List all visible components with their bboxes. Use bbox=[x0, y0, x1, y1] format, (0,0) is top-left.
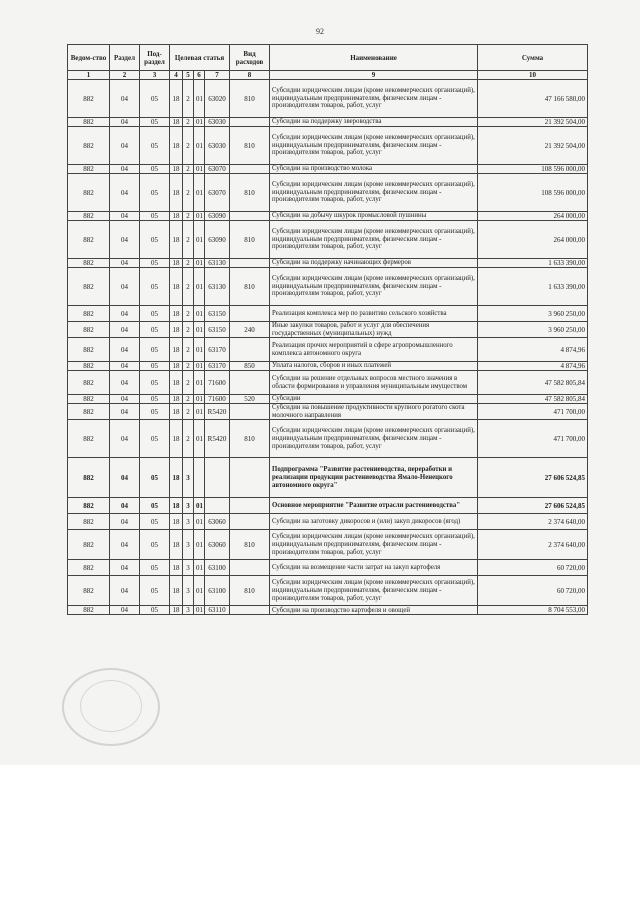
measure-code-cell: 01 bbox=[194, 576, 205, 606]
vedomstvo-cell: 882 bbox=[68, 338, 110, 362]
program-code-cell: 18 bbox=[170, 362, 183, 371]
direction-code-cell: 63090 bbox=[205, 212, 230, 221]
podrazdel-cell: 05 bbox=[140, 395, 170, 404]
measure-code-cell: 01 bbox=[194, 306, 205, 322]
vedomstvo-cell: 882 bbox=[68, 259, 110, 268]
index-cell: 2 bbox=[110, 71, 140, 80]
subprogram-code-cell: 3 bbox=[183, 458, 194, 498]
program-code-cell: 18 bbox=[170, 165, 183, 174]
razdel-cell: 04 bbox=[110, 212, 140, 221]
expense-type-cell: 810 bbox=[230, 80, 270, 118]
subprogram-code-cell: 2 bbox=[183, 212, 194, 221]
table-row bbox=[68, 165, 588, 174]
table-row bbox=[68, 174, 588, 212]
razdel-cell: 04 bbox=[110, 221, 140, 259]
direction-code-cell: 63060 bbox=[205, 514, 230, 530]
vedomstvo-cell: 882 bbox=[68, 576, 110, 606]
measure-code-cell: 01 bbox=[194, 322, 205, 338]
measure-code-cell: 01 bbox=[194, 420, 205, 458]
name-cell: Субсидии юридическим лицам (кроме некоммерческих организаций), индивидуальным предпринимателям, физическим лицам - производителям товаров, работ, услуг bbox=[270, 174, 478, 212]
podrazdel-cell: 05 bbox=[140, 127, 170, 165]
vedomstvo-cell: 882 bbox=[68, 530, 110, 560]
program-code-cell: 18 bbox=[170, 259, 183, 268]
index-cell: 5 bbox=[183, 71, 194, 80]
podrazdel-cell: 05 bbox=[140, 420, 170, 458]
header-vedomstvo: Ведом-ство bbox=[68, 45, 110, 71]
name-cell: Субсидии на повышение продуктивности крупного рогатого скота молочного направления bbox=[270, 404, 478, 420]
index-cell: 3 bbox=[140, 71, 170, 80]
expense-type-cell bbox=[230, 259, 270, 268]
razdel-cell: 04 bbox=[110, 165, 140, 174]
podrazdel-cell: 05 bbox=[140, 498, 170, 514]
direction-code-cell: 63030 bbox=[205, 118, 230, 127]
subprogram-code-cell: 2 bbox=[183, 338, 194, 362]
name-cell: Иные закупки товаров, работ и услуг для обеспечения государственных (муниципальных) нужд bbox=[270, 322, 478, 338]
razdel-cell: 04 bbox=[110, 514, 140, 530]
name-cell: Субсидии юридическим лицам (кроме некоммерческих организаций), индивидуальным предпринимателям, физическим лицам - производителям товаров, работ, услуг bbox=[270, 420, 478, 458]
name-cell: Уплата налогов, сборов и иных платежей bbox=[270, 362, 478, 371]
expense-type-cell bbox=[230, 498, 270, 514]
razdel-cell: 04 bbox=[110, 560, 140, 576]
podrazdel-cell: 05 bbox=[140, 560, 170, 576]
vedomstvo-cell: 882 bbox=[68, 221, 110, 259]
podrazdel-cell: 05 bbox=[140, 259, 170, 268]
program-code-cell: 18 bbox=[170, 268, 183, 306]
direction-code-cell: 63070 bbox=[205, 174, 230, 212]
razdel-cell: 04 bbox=[110, 498, 140, 514]
table-row bbox=[68, 362, 588, 371]
direction-code-cell: 71600 bbox=[205, 395, 230, 404]
program-code-cell: 18 bbox=[170, 606, 183, 615]
sum-cell: 2 374 640,00 bbox=[478, 530, 588, 560]
vedomstvo-cell: 882 bbox=[68, 174, 110, 212]
razdel-cell: 04 bbox=[110, 338, 140, 362]
razdel-cell: 04 bbox=[110, 80, 140, 118]
vedomstvo-cell: 882 bbox=[68, 560, 110, 576]
razdel-cell: 04 bbox=[110, 174, 140, 212]
program-code-cell: 18 bbox=[170, 338, 183, 362]
vedomstvo-cell: 882 bbox=[68, 80, 110, 118]
program-code-cell: 18 bbox=[170, 458, 183, 498]
expense-type-cell bbox=[230, 165, 270, 174]
measure-code-cell: 01 bbox=[194, 118, 205, 127]
expense-type-cell: 810 bbox=[230, 576, 270, 606]
name-cell: Субсидии юридическим лицам (кроме некоммерческих организаций), индивидуальным предпринимателям, физическим лицам - производителям товаров, работ, услуг bbox=[270, 127, 478, 165]
razdel-cell: 04 bbox=[110, 118, 140, 127]
direction-code-cell: 63030 bbox=[205, 127, 230, 165]
table-row bbox=[68, 371, 588, 395]
sum-cell: 47 582 805,84 bbox=[478, 395, 588, 404]
direction-code-cell: 63060 bbox=[205, 530, 230, 560]
name-cell: Субсидии юридическим лицам (кроме некоммерческих организаций), индивидуальным предпринимателям, физическим лицам - производителям товаров, работ, услуг bbox=[270, 80, 478, 118]
razdel-cell: 04 bbox=[110, 530, 140, 560]
table-row bbox=[68, 395, 588, 404]
subprogram-code-cell: 2 bbox=[183, 174, 194, 212]
measure-code-cell: 01 bbox=[194, 259, 205, 268]
measure-code-cell: 01 bbox=[194, 268, 205, 306]
vedomstvo-cell: 882 bbox=[68, 458, 110, 498]
podrazdel-cell: 05 bbox=[140, 165, 170, 174]
expense-type-cell bbox=[230, 306, 270, 322]
direction-code-cell: 63100 bbox=[205, 576, 230, 606]
index-cell: 6 bbox=[194, 71, 205, 80]
podrazdel-cell: 05 bbox=[140, 306, 170, 322]
header-podrazdel: Под-раздел bbox=[140, 45, 170, 71]
measure-code-cell: 01 bbox=[194, 606, 205, 615]
table-row bbox=[68, 259, 588, 268]
expense-type-cell bbox=[230, 338, 270, 362]
razdel-cell: 04 bbox=[110, 395, 140, 404]
sum-cell: 21 392 504,00 bbox=[478, 118, 588, 127]
podrazdel-cell: 05 bbox=[140, 530, 170, 560]
subprogram-code-cell: 3 bbox=[183, 576, 194, 606]
subprogram-code-cell: 2 bbox=[183, 80, 194, 118]
program-code-cell: 18 bbox=[170, 118, 183, 127]
subprogram-code-cell: 2 bbox=[183, 118, 194, 127]
measure-code-cell: 01 bbox=[194, 174, 205, 212]
table-row bbox=[68, 80, 588, 118]
direction-code-cell: 63130 bbox=[205, 259, 230, 268]
expense-type-cell: 240 bbox=[230, 322, 270, 338]
sum-cell: 3 960 250,00 bbox=[478, 306, 588, 322]
index-cell: 1 bbox=[68, 71, 110, 80]
program-code-cell: 18 bbox=[170, 371, 183, 395]
sum-cell: 471 700,00 bbox=[478, 420, 588, 458]
subprogram-code-cell: 2 bbox=[183, 322, 194, 338]
name-cell: Субсидии на производство молока bbox=[270, 165, 478, 174]
page-number: 92 bbox=[316, 27, 324, 36]
vedomstvo-cell: 882 bbox=[68, 268, 110, 306]
podrazdel-cell: 05 bbox=[140, 338, 170, 362]
podrazdel-cell: 05 bbox=[140, 404, 170, 420]
name-cell: Субсидии на производство картофеля и овощей bbox=[270, 606, 478, 615]
razdel-cell: 04 bbox=[110, 458, 140, 498]
index-row bbox=[68, 71, 588, 80]
measure-code-cell bbox=[194, 458, 205, 498]
sum-cell: 4 874,96 bbox=[478, 362, 588, 371]
vedomstvo-cell: 882 bbox=[68, 514, 110, 530]
table-row bbox=[68, 338, 588, 362]
expense-type-cell bbox=[230, 514, 270, 530]
sum-cell: 60 720,00 bbox=[478, 560, 588, 576]
subprogram-code-cell: 2 bbox=[183, 371, 194, 395]
sum-cell: 471 700,00 bbox=[478, 404, 588, 420]
measure-code-cell: 01 bbox=[194, 404, 205, 420]
expense-type-cell: 810 bbox=[230, 530, 270, 560]
direction-code-cell: 63100 bbox=[205, 560, 230, 576]
subprogram-code-cell: 2 bbox=[183, 127, 194, 165]
program-code-cell: 18 bbox=[170, 530, 183, 560]
razdel-cell: 04 bbox=[110, 606, 140, 615]
name-cell: Субсидии юридическим лицам (кроме некоммерческих организаций), индивидуальным предпринимателям, физическим лицам - производителям товаров, работ, услуг bbox=[270, 576, 478, 606]
vedomstvo-cell: 882 bbox=[68, 404, 110, 420]
program-code-cell: 18 bbox=[170, 560, 183, 576]
sum-cell: 264 000,00 bbox=[478, 212, 588, 221]
program-code-cell: 18 bbox=[170, 498, 183, 514]
direction-code-cell: 63110 bbox=[205, 606, 230, 615]
subprogram-code-cell: 3 bbox=[183, 560, 194, 576]
podrazdel-cell: 05 bbox=[140, 362, 170, 371]
table-row bbox=[68, 458, 588, 498]
program-code-cell: 18 bbox=[170, 127, 183, 165]
name-cell: Субсидии юридическим лицам (кроме некоммерческих организаций), индивидуальным предпринимателям, физическим лицам - производителям товаров, работ, услуг bbox=[270, 530, 478, 560]
vedomstvo-cell: 882 bbox=[68, 498, 110, 514]
expense-type-cell bbox=[230, 118, 270, 127]
name-cell: Субсидии на добычу шкурок промысловой пушнины bbox=[270, 212, 478, 221]
table-row bbox=[68, 514, 588, 530]
vedomstvo-cell: 882 bbox=[68, 165, 110, 174]
sum-cell: 8 704 553,00 bbox=[478, 606, 588, 615]
vedomstvo-cell: 882 bbox=[68, 362, 110, 371]
expense-type-cell: 810 bbox=[230, 174, 270, 212]
direction-code-cell: 63150 bbox=[205, 306, 230, 322]
sum-cell: 27 606 524,85 bbox=[478, 458, 588, 498]
sum-cell: 1 633 390,00 bbox=[478, 259, 588, 268]
expense-type-cell: 850 bbox=[230, 362, 270, 371]
sum-cell: 3 960 250,00 bbox=[478, 322, 588, 338]
measure-code-cell: 01 bbox=[194, 221, 205, 259]
razdel-cell: 04 bbox=[110, 371, 140, 395]
name-cell: Реализация прочих мероприятий в сфере агропромышленного комплекса автономного округа bbox=[270, 338, 478, 362]
name-cell: Субсидии bbox=[270, 395, 478, 404]
subprogram-code-cell: 3 bbox=[183, 514, 194, 530]
direction-code-cell: 63150 bbox=[205, 322, 230, 338]
razdel-cell: 04 bbox=[110, 322, 140, 338]
measure-code-cell: 01 bbox=[194, 127, 205, 165]
program-code-cell: 18 bbox=[170, 404, 183, 420]
program-code-cell: 18 bbox=[170, 212, 183, 221]
table-row bbox=[68, 221, 588, 259]
name-cell: Подпрограмма "Развитие растениеводства, переработки и реализации продукции растениеводства Ямало-Ненецкого автономного округа" bbox=[270, 458, 478, 498]
subprogram-code-cell: 2 bbox=[183, 404, 194, 420]
measure-code-cell: 01 bbox=[194, 514, 205, 530]
table-body bbox=[68, 80, 588, 615]
sum-cell: 108 596 000,00 bbox=[478, 165, 588, 174]
header-celevaya: Целевая статья bbox=[170, 45, 230, 71]
podrazdel-cell: 05 bbox=[140, 221, 170, 259]
subprogram-code-cell: 2 bbox=[183, 362, 194, 371]
razdel-cell: 04 bbox=[110, 420, 140, 458]
sum-cell: 21 392 504,00 bbox=[478, 127, 588, 165]
sum-cell: 27 606 524,85 bbox=[478, 498, 588, 514]
sum-cell: 4 874,96 bbox=[478, 338, 588, 362]
header-name: Наименование bbox=[270, 45, 478, 71]
direction-code-cell: 71600 bbox=[205, 371, 230, 395]
vedomstvo-cell: 882 bbox=[68, 322, 110, 338]
name-cell: Субсидии юридическим лицам (кроме некоммерческих организаций), индивидуальным предпринимателям, физическим лицам - производителям товаров, работ, услуг bbox=[270, 221, 478, 259]
name-cell: Субсидии на решение отдельных вопросов местного значения в области формирования и управления муниципальным имуществом bbox=[270, 371, 478, 395]
measure-code-cell: 01 bbox=[194, 395, 205, 404]
budget-table bbox=[67, 44, 588, 615]
podrazdel-cell: 05 bbox=[140, 174, 170, 212]
table-row bbox=[68, 212, 588, 221]
table-row bbox=[68, 606, 588, 615]
program-code-cell: 18 bbox=[170, 174, 183, 212]
podrazdel-cell: 05 bbox=[140, 212, 170, 221]
expense-type-cell bbox=[230, 371, 270, 395]
header-razdel: Раздел bbox=[110, 45, 140, 71]
direction-code-cell: 63130 bbox=[205, 268, 230, 306]
subprogram-code-cell: 2 bbox=[183, 221, 194, 259]
expense-type-cell: 810 bbox=[230, 127, 270, 165]
vedomstvo-cell: 882 bbox=[68, 420, 110, 458]
index-cell: 8 bbox=[230, 71, 270, 80]
expense-type-cell bbox=[230, 212, 270, 221]
table-row bbox=[68, 530, 588, 560]
expense-type-cell bbox=[230, 404, 270, 420]
subprogram-code-cell: 2 bbox=[183, 420, 194, 458]
name-cell: Основное мероприятие "Развитие отрасли растениеводства" bbox=[270, 498, 478, 514]
sum-cell: 47 166 580,00 bbox=[478, 80, 588, 118]
subprogram-code-cell: 2 bbox=[183, 306, 194, 322]
vedomstvo-cell: 882 bbox=[68, 118, 110, 127]
vedomstvo-cell: 882 bbox=[68, 371, 110, 395]
index-cell: 7 bbox=[205, 71, 230, 80]
table-row bbox=[68, 420, 588, 458]
sum-cell: 264 000,00 bbox=[478, 221, 588, 259]
expense-type-cell bbox=[230, 458, 270, 498]
direction-code-cell: 63170 bbox=[205, 338, 230, 362]
vedomstvo-cell: 882 bbox=[68, 212, 110, 221]
measure-code-cell: 01 bbox=[194, 498, 205, 514]
subprogram-code-cell: 3 bbox=[183, 498, 194, 514]
direction-code-cell: R5420 bbox=[205, 420, 230, 458]
table-row bbox=[68, 576, 588, 606]
vedomstvo-cell: 882 bbox=[68, 395, 110, 404]
program-code-cell: 18 bbox=[170, 514, 183, 530]
razdel-cell: 04 bbox=[110, 268, 140, 306]
table-row bbox=[68, 306, 588, 322]
vedomstvo-cell: 882 bbox=[68, 306, 110, 322]
podrazdel-cell: 05 bbox=[140, 606, 170, 615]
podrazdel-cell: 05 bbox=[140, 80, 170, 118]
podrazdel-cell: 05 bbox=[140, 268, 170, 306]
measure-code-cell: 01 bbox=[194, 212, 205, 221]
razdel-cell: 04 bbox=[110, 576, 140, 606]
name-cell: Субсидии на поддержку начинающих фермеров bbox=[270, 259, 478, 268]
name-cell: Субсидии на возмещение части затрат на закуп картофеля bbox=[270, 560, 478, 576]
table-row bbox=[68, 268, 588, 306]
direction-code-cell bbox=[205, 458, 230, 498]
sum-cell: 47 582 805,84 bbox=[478, 371, 588, 395]
program-code-cell: 18 bbox=[170, 420, 183, 458]
razdel-cell: 04 bbox=[110, 127, 140, 165]
expense-type-cell: 810 bbox=[230, 420, 270, 458]
name-cell: Субсидии на поддержку звероводства bbox=[270, 118, 478, 127]
podrazdel-cell: 05 bbox=[140, 458, 170, 498]
razdel-cell: 04 bbox=[110, 404, 140, 420]
index-cell: 10 bbox=[478, 71, 588, 80]
program-code-cell: 18 bbox=[170, 221, 183, 259]
subprogram-code-cell: 2 bbox=[183, 165, 194, 174]
direction-code-cell: R5420 bbox=[205, 404, 230, 420]
expense-type-cell bbox=[230, 606, 270, 615]
vedomstvo-cell: 882 bbox=[68, 127, 110, 165]
subprogram-code-cell: 2 bbox=[183, 268, 194, 306]
table-row bbox=[68, 498, 588, 514]
program-code-cell: 18 bbox=[170, 322, 183, 338]
name-cell: Реализация комплекса мер по развитию сельского хозяйства bbox=[270, 306, 478, 322]
measure-code-cell: 01 bbox=[194, 165, 205, 174]
table-row bbox=[68, 560, 588, 576]
header-row bbox=[68, 45, 588, 71]
measure-code-cell: 01 bbox=[194, 560, 205, 576]
measure-code-cell: 01 bbox=[194, 371, 205, 395]
name-cell: Субсидии на заготовку дикоросов и (или) закуп дикоросов (ягод) bbox=[270, 514, 478, 530]
sum-cell: 60 720,00 bbox=[478, 576, 588, 606]
podrazdel-cell: 05 bbox=[140, 576, 170, 606]
name-cell: Субсидии юридическим лицам (кроме некоммерческих организаций), индивидуальным предпринимателям, физическим лицам - производителям товаров, работ, услуг bbox=[270, 268, 478, 306]
subprogram-code-cell: 3 bbox=[183, 530, 194, 560]
program-code-cell: 18 bbox=[170, 576, 183, 606]
table-row bbox=[68, 118, 588, 127]
header-vid: Вид расходов bbox=[230, 45, 270, 71]
measure-code-cell: 01 bbox=[194, 338, 205, 362]
program-code-cell: 18 bbox=[170, 80, 183, 118]
stamp-seal-inner bbox=[80, 680, 142, 732]
table-row bbox=[68, 322, 588, 338]
program-code-cell: 18 bbox=[170, 306, 183, 322]
direction-code-cell: 63170 bbox=[205, 362, 230, 371]
header-summa: Сумма bbox=[478, 45, 588, 71]
index-cell: 4 bbox=[170, 71, 183, 80]
subprogram-code-cell: 2 bbox=[183, 259, 194, 268]
razdel-cell: 04 bbox=[110, 306, 140, 322]
sum-cell: 1 633 390,00 bbox=[478, 268, 588, 306]
measure-code-cell: 01 bbox=[194, 362, 205, 371]
vedomstvo-cell: 882 bbox=[68, 606, 110, 615]
expense-type-cell: 810 bbox=[230, 268, 270, 306]
expense-type-cell bbox=[230, 560, 270, 576]
podrazdel-cell: 05 bbox=[140, 322, 170, 338]
razdel-cell: 04 bbox=[110, 259, 140, 268]
podrazdel-cell: 05 bbox=[140, 118, 170, 127]
table-row bbox=[68, 404, 588, 420]
direction-code-cell: 63090 bbox=[205, 221, 230, 259]
index-cell: 9 bbox=[270, 71, 478, 80]
podrazdel-cell: 05 bbox=[140, 514, 170, 530]
expense-type-cell: 520 bbox=[230, 395, 270, 404]
subprogram-code-cell: 3 bbox=[183, 606, 194, 615]
program-code-cell: 18 bbox=[170, 395, 183, 404]
sum-cell: 2 374 640,00 bbox=[478, 514, 588, 530]
sum-cell: 108 596 000,00 bbox=[478, 174, 588, 212]
measure-code-cell: 01 bbox=[194, 80, 205, 118]
direction-code-cell bbox=[205, 498, 230, 514]
table-row bbox=[68, 127, 588, 165]
measure-code-cell: 01 bbox=[194, 530, 205, 560]
direction-code-cell: 63070 bbox=[205, 165, 230, 174]
razdel-cell: 04 bbox=[110, 362, 140, 371]
subprogram-code-cell: 2 bbox=[183, 395, 194, 404]
podrazdel-cell: 05 bbox=[140, 371, 170, 395]
direction-code-cell: 63020 bbox=[205, 80, 230, 118]
expense-type-cell: 810 bbox=[230, 221, 270, 259]
